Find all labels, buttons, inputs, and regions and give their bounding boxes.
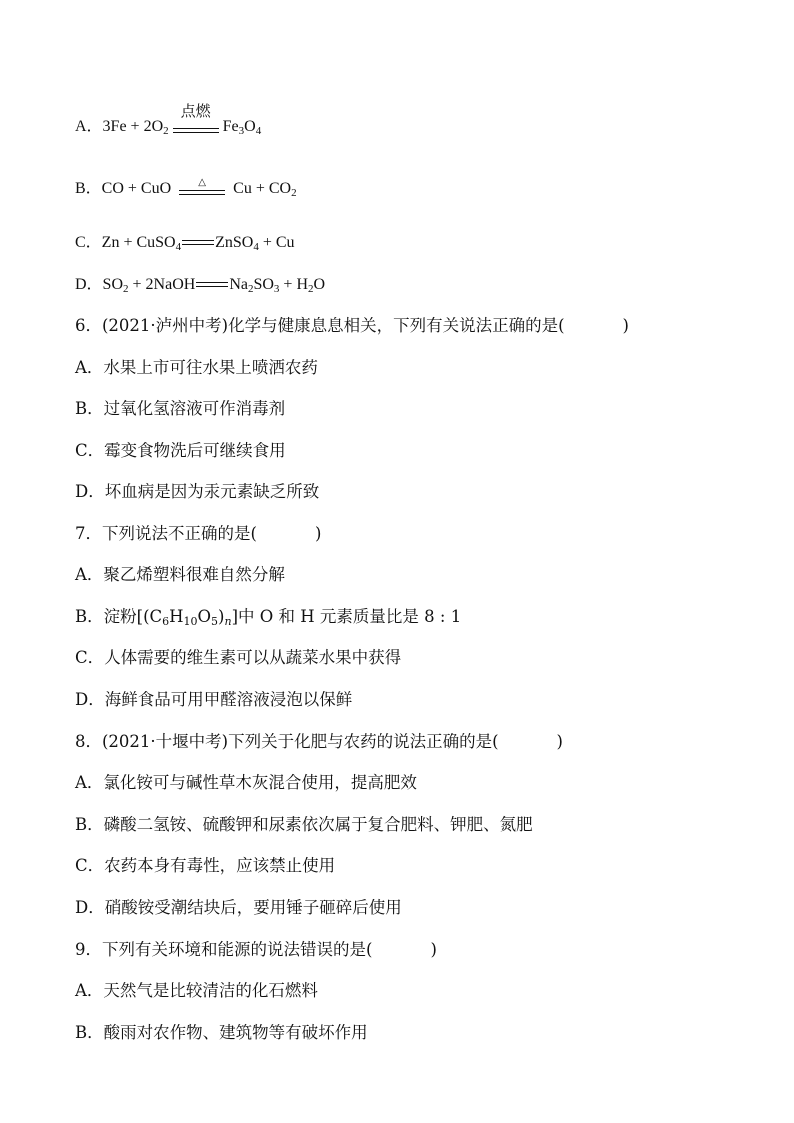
reaction-condition xyxy=(179,178,225,200)
q6-option-b: B．过氧化氢溶液可作消毒剂 xyxy=(75,399,286,418)
q5-option-c: C．Zn + CuSO$_4$ ZnSO$_4$ + Cu xyxy=(75,234,295,253)
condition-ignite: 点燃 xyxy=(180,102,211,120)
q9-option-a: A．天然气是比较清洁的化石燃料 xyxy=(75,981,318,1000)
reaction-condition xyxy=(173,102,219,138)
q5-option-b: B．CO + CuO △ $Cu + CO_2$ xyxy=(75,178,297,200)
q9-stem: 9．下列有关环境和能源的说法错误的是( ) xyxy=(75,940,437,959)
q5-a-reactants: A．3Fe + 2O xyxy=(75,118,164,135)
q7-stem: 7．下列说法不正确的是( ) xyxy=(75,524,322,543)
condition-heat: △ xyxy=(198,177,206,188)
q5-option-d: D．$SO_2$ + 2NaOH $Na_2SO_3 + H_2O$ xyxy=(75,276,326,295)
q7-option-c: C．人体需要的维生素可以从蔬菜水果中获得 xyxy=(75,648,402,667)
q7-option-b: B．淀粉$[(C_6H_{10}O_5)_n]$中 O 和 H 元素质量比是 8 : 1 xyxy=(75,607,462,628)
q7-option-a: A．聚乙烯塑料很难自然分解 xyxy=(75,565,285,584)
double-line xyxy=(179,190,225,195)
q8-stem: 8．(2021·十堰中考)下列关于化肥与农药的说法正确的是( ) xyxy=(75,732,563,751)
double-line xyxy=(173,128,219,133)
q5-option-a: A．$3Fe + 2O_2$ 点燃 $Fe_3O_4$ xyxy=(75,102,262,137)
q8-option-a: A．氯化铵可与碱性草木灰混合使用，提高肥效 xyxy=(75,773,417,792)
q8-option-d: D．硝酸铵受潮结块后，要用锤子砸碎后使用 xyxy=(75,898,402,917)
double-line xyxy=(196,282,228,287)
q6-stem: 6．(2021·泸州中考)化学与健康息息相关，下列有关说法正确的是( ) xyxy=(75,316,629,335)
q6-option-a: A．水果上市可往水果上喷洒农药 xyxy=(75,358,318,377)
double-line xyxy=(182,240,214,245)
q6-option-d: D．坏血病是因为汞元素缺乏所致 xyxy=(75,482,320,501)
q7-option-d: D．海鲜食品可用甲醛溶液浸泡以保鲜 xyxy=(75,690,353,709)
q6-option-c: C．霉变食物洗后可继续食用 xyxy=(75,441,286,460)
q8-option-b: B．磷酸二氢铵、硫酸钾和尿素依次属于复合肥料、钾肥、氮肥 xyxy=(75,815,533,834)
q9-option-b: B．酸雨对农作物、建筑物等有破坏作用 xyxy=(75,1023,368,1042)
q8-option-c: C．农药本身有毒性，应该禁止使用 xyxy=(75,856,336,875)
